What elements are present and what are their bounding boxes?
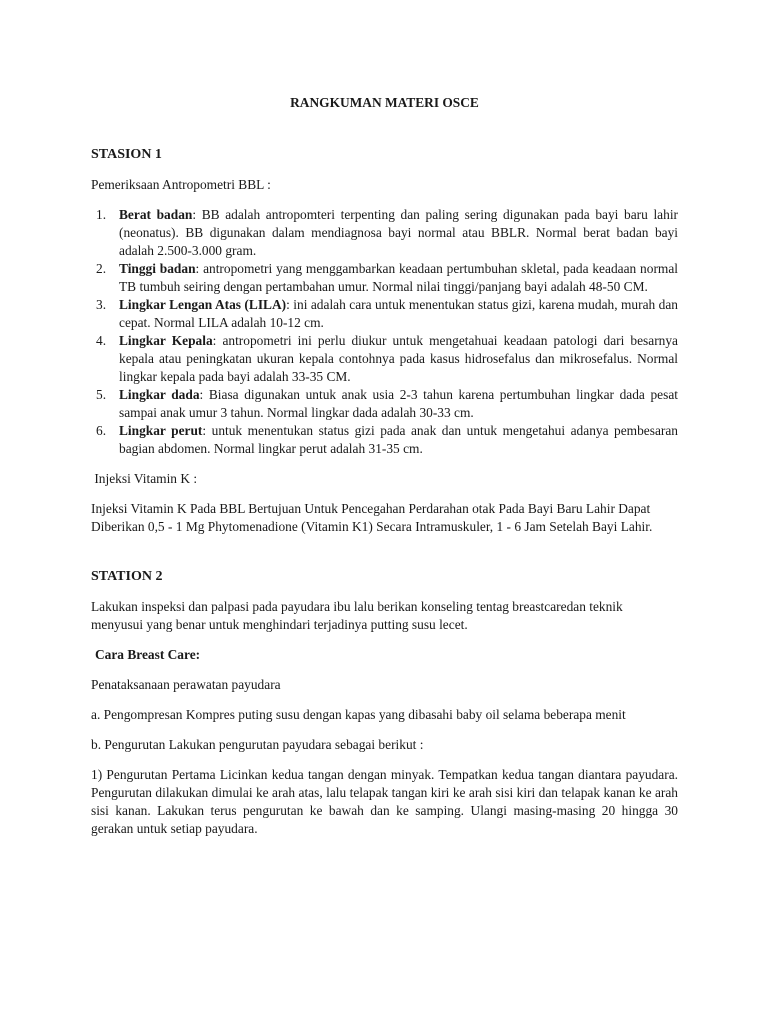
item-term: Lingkar perut — [119, 423, 203, 438]
document-title: RANGKUMAN MATERI OSCE — [290, 95, 479, 110]
item-number: 4. — [96, 333, 107, 348]
item-term: Lingkar Lengan Atas (LILA) — [119, 297, 287, 312]
step-b-massage: b. Pengurutan Lakukan pengurutan payudara sebagai berikut : — [91, 737, 424, 752]
item-number: 5. — [96, 387, 107, 402]
station2-heading: STATION 2 — [91, 569, 163, 584]
item-text: : untuk menentukan status gizi pada anak dan untuk mengetahui adanya pembesaran bagian abdomen. Normal lingkar perut adalah 31-35 cm. — [119, 423, 678, 456]
document-content — [91, 94, 678, 850]
list-item — [91, 332, 678, 386]
step-a-compress: a. Pengompresan Kompres puting susu dengan kapas yang dibasahi baby oil selama beberapa menit — [91, 707, 626, 722]
vitamin-k-text: Injeksi Vitamin K Pada BBL Bertujuan Untuk Pencegahan Perdarahan otak Pada Bayi Baru Lahir Dapat Diberikan 0,5 - 1 Mg Phytomenadione (Vitamin K1) Secara Intramuskuler, 1 - 6 Jam Setelah Bayi Lahir. — [91, 501, 653, 534]
breast-care-heading: Cara Breast Care: — [95, 647, 201, 662]
list-item — [91, 206, 678, 260]
anthropometry-list — [91, 206, 678, 458]
item-term: Berat badan — [119, 207, 193, 222]
item-text: : antropometri ini perlu diukur untuk mengetahuai keadaan patologi dari besarnya kepala atau peningkatan ukuran kepala contohnya pada kasus hidrosefalus dan mikrosefalus. Normal lingkar kepala pada bayi adalah 33-35 CM. — [119, 333, 678, 384]
item-term: Lingkar dada — [119, 387, 200, 402]
item-number: 6. — [96, 423, 107, 438]
stasion1-heading: STASION 1 — [91, 147, 162, 162]
item-text: : ini adalah cara untuk menentukan status gizi, karena mudah, murah dan cepat. Normal LILA adalah 10-12 cm. — [119, 297, 678, 330]
item-text: : antropometri yang menggambarkan keadaan pertumbuhan skletal, pada keadaan normal TB tumbuh seiring dengan pertambahan umur. Normal nilai tinggi/panjang bayi adalah 48-50 CM. — [119, 261, 678, 294]
item-text: : Biasa digunakan untuk anak usia 2-3 tahun karena pertumbuhan lingkar dada pesat sampai anak umur 3 tahun. Normal lingkar dada adalah 30-33 cm. — [119, 387, 678, 420]
item-number: 2. — [96, 261, 107, 276]
vitamin-k-heading: Injeksi Vitamin K : — [91, 471, 198, 486]
breast-care-management: Penataksanaan perawatan payudara — [91, 677, 281, 692]
list-item — [91, 296, 678, 332]
step-b1-first-massage: 1) Pengurutan Pertama Licinkan kedua tangan dengan minyak. Tempatkan kedua tangan diantara payudara. Pengurutan dilakukan dimulai ke arah atas, lalu telapak tangan kiri ke arah sisi kiri dan telapak kanan ke arah sisi kanan. Lakukan terus pengurutan ke bawah dan ke samping. Ulangi masing-masing 20 hingga 30 gerakan untuk setiap payudara. — [91, 767, 678, 836]
list-item — [91, 422, 678, 458]
item-number: 1. — [96, 207, 107, 222]
item-term: Tinggi badan — [119, 261, 196, 276]
list-item — [91, 260, 678, 296]
list-item — [91, 386, 678, 422]
item-text: : BB adalah antropomteri terpenting dan paling sering digunakan pada bayi baru lahir (neonatus). BB digunakan dalam mendiagnosa bayi normal atau BBLR. Normal berat badan bayi adalah 2.500-3.000 gram. — [119, 207, 678, 258]
item-term: Lingkar Kepala — [119, 333, 213, 348]
station2-intro: Lakukan inspeksi dan palpasi pada payudara ibu lalu berikan konseling tentag breastcaredan teknik menyusui yang benar untuk menghindari terjadinya putting susu lecet. — [91, 599, 623, 632]
item-number: 3. — [96, 297, 107, 312]
stasion1-intro: Pemeriksaan Antropometri BBL : — [91, 177, 271, 192]
